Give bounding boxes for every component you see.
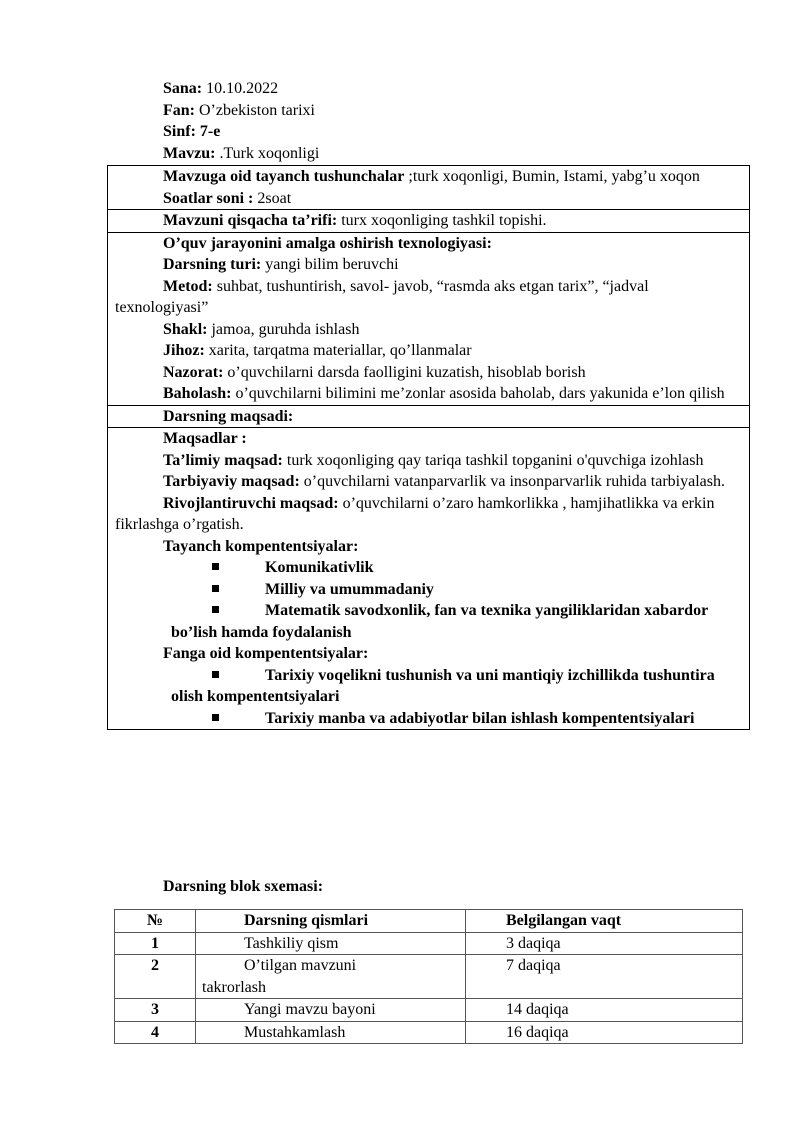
- list-item: Tarixiy voqelikni tushunish va uni mantiqiy izchillikda tushuntira olish kompententsiyalari: [171, 666, 715, 705]
- bullet-square-icon: [212, 606, 219, 613]
- column-header: Belgilangan vaqt: [466, 910, 743, 933]
- list-item: Milliy va umummadaniy: [115, 579, 743, 601]
- bullet-square-icon: [212, 714, 219, 721]
- subject-line: Fan: O’zbekiston tarixi: [163, 101, 315, 119]
- bullet-square-icon: [212, 585, 219, 592]
- block-scheme-title: Darsning blok sxemasi:: [163, 878, 324, 895]
- bullet-square-icon: [212, 671, 219, 678]
- date-line: Sana: 10.10.2022: [163, 80, 279, 97]
- column-header: №: [115, 910, 196, 933]
- block-scheme-table: [114, 909, 743, 1044]
- table-row: 1 Tashkiliy qism 3 daqiqa: [115, 932, 743, 955]
- table-header-row: [115, 910, 743, 933]
- list-item: Tarixiy manba va adabiyotlar bilan ishlash kompententsiyalari: [115, 708, 743, 730]
- lesson-header: [163, 78, 319, 164]
- technology-section: O’quv jarayonini amalga oshirish texnologiyasi: Darsning turi: yangi bilim beruvchi Metod: suhbat, tushuntirish, savol- javob, “rasmda aks etgan tarix”, “jadval texnologiyasi” Shakl: jamoa, guruhda ishlash Jihoz: xarita, tarqatma materiallar, qo’llanmalar Nazorat: o’quvchilarni darsda faolligini kuzatish, hisoblab borish Baholash: o’quvchilarni bilimini me’zonlar asosida baholab, dars yakunida e’lon qilish: [108, 233, 749, 406]
- lesson-plan-box: [107, 165, 750, 730]
- table-row: 4 Mustahkamlash 16 daqiqa: [115, 1021, 743, 1044]
- table-row: 3 Yangi mavzu bayoni 14 daqiqa: [115, 999, 743, 1022]
- bullet-square-icon: [212, 563, 219, 570]
- class-line: Sinf: 7-e: [163, 123, 221, 140]
- list-item: Komunikativlik: [115, 557, 743, 579]
- summary-section: Mavzuni qisqacha ta’rifi: turx xoqonliging tashkil topishi.: [108, 210, 749, 233]
- concepts-section: Mavzuga oid tayanch tushunchalar ;turk xoqonligi, Bumin, Istami, yabg’u xoqon Soatlar soni : 2soat: [108, 166, 749, 210]
- goals-section: Maqsadlar : Ta’limiy maqsad: turk xoqonliging qay tariqa tashkil topganini o'quvchiga izohlash Tarbiyaviy maqsad: o’quvchilarni vatanparvarlik va insonparvarlik ruhida tarbiyalash. Rivojlantiruvchi maqsad: o’quvchilarni o’zaro hamkorlikka , hamjihatlikka va erkin fikrlashga o’rgatish. Tayanch kompententsiyalar: Komunikativlik Milliy va umummadaniy Matematik savodxonlik, fan va texnika yangiliklaridan xabardor bo’lish hamda foydalanish Fanga oid kompententsiyalar: Tarixiy voqelikni tushunish va uni mantiqiy izchillikda tushuntira olish kompententsiyalari Tarixiy manba va adabiyotlar bilan ishlash kompententsiyalari: [108, 428, 749, 729]
- table-row: 2 O’tilgan mavzuni takrorlash 7 daqiqa: [115, 955, 743, 999]
- list-item: Matematik savodxonlik, fan va texnika yangiliklaridan xabardor bo’lish hamda foydalanish: [171, 602, 708, 641]
- topic-line: Mavzu: .Turk xoqonligi: [163, 144, 320, 162]
- goal-heading-section: Darsning maqsadi:: [108, 406, 749, 429]
- column-header: Darsning qismlari: [196, 910, 466, 933]
